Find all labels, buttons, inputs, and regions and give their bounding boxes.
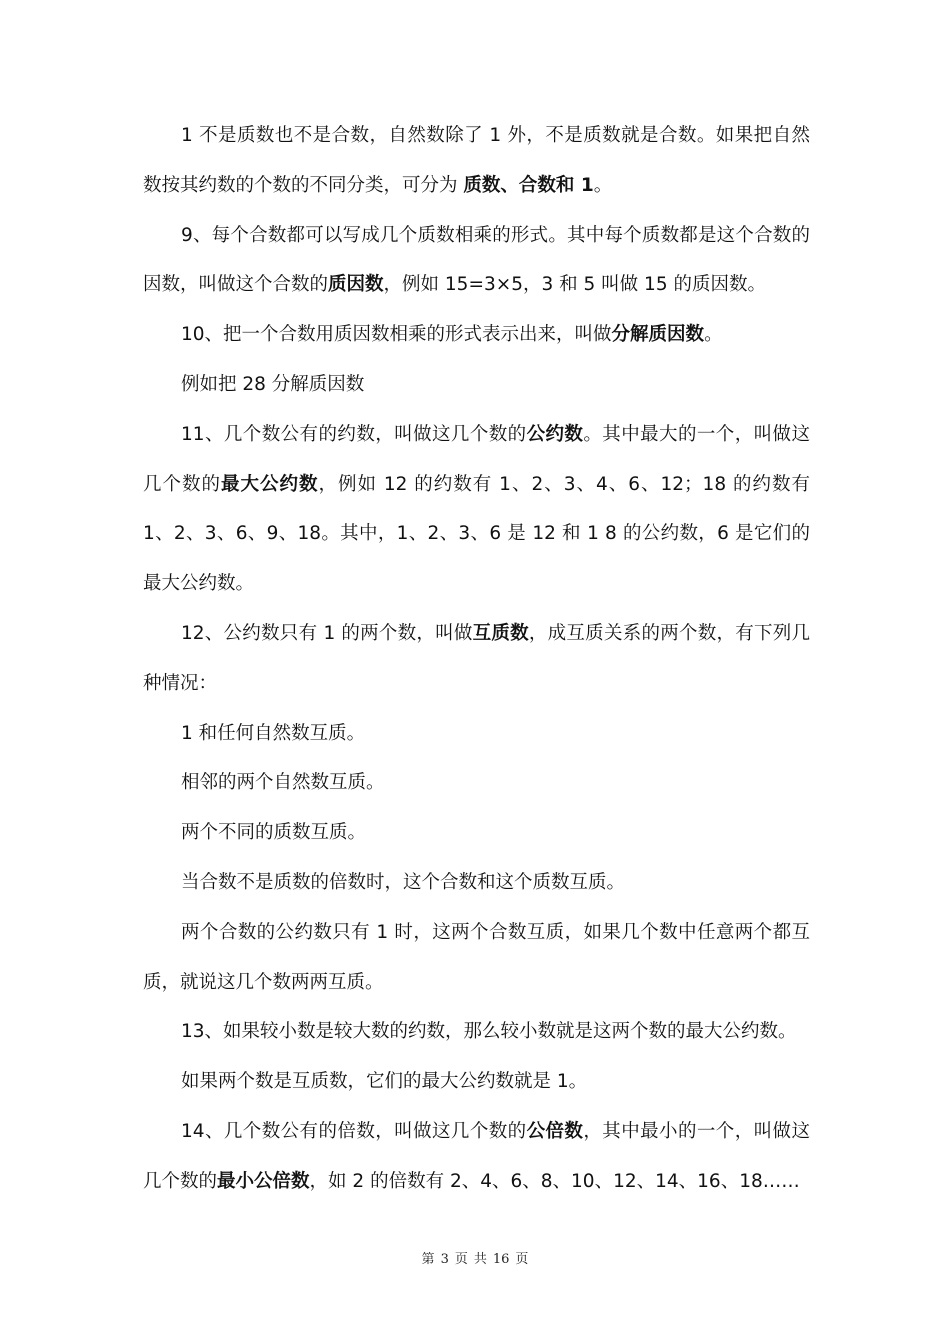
paragraph-10-example (143, 360, 810, 410)
text-run: 10、把一个合数用质因数相乘的形式表示出来，叫做 (181, 324, 612, 346)
paragraph-prime-composite-one (143, 111, 810, 211)
paragraph-12-case-3 (143, 808, 810, 858)
paragraph-12-case-5 (143, 908, 810, 1008)
current-page-number: 3 (440, 1252, 449, 1267)
footer-ye-2: 页 (515, 1252, 529, 1267)
text-run: ，成互质关系的两个数，有下列几种情况： (143, 622, 810, 694)
text-run: 12、公约数只有 1 的两个数，叫做 (181, 622, 473, 644)
text-run: ，其中最小的一个，叫做这几个数的 (143, 1120, 810, 1192)
text-run: 1 和任何自然数互质。 (181, 722, 366, 744)
bold-term: 质数、合数和 1 (463, 174, 594, 196)
text-run: 。 (704, 324, 723, 346)
paragraph-9-prime-factor (143, 211, 810, 311)
text-run: 当合数不是质数的倍数时，这个合数和这个质数互质。 (181, 871, 626, 893)
footer-di: 第 (421, 1252, 435, 1267)
text-run: ，如 2 的倍数有 2、4、6、8、10、12、14、16、18…… (309, 1170, 800, 1192)
bold-term: 公倍数 (526, 1120, 584, 1142)
footer-ye: 页 (454, 1252, 468, 1267)
text-run: 如果两个数是互质数，它们的最大公约数就是 1。 (181, 1071, 588, 1093)
text-run: ，例如 15=3×5，3 和 5 叫做 15 的质因数。 (383, 274, 766, 296)
paragraph-12-case-2 (143, 758, 810, 808)
footer-gong: 共 (473, 1252, 487, 1267)
text-run: 相邻的两个自然数互质。 (181, 772, 385, 794)
paragraph-14-common-multiple (143, 1107, 810, 1207)
text-run: 。其中最大的一个，叫做这几个数的 (143, 423, 810, 495)
text-run: 例如把 28 分解质因数 (181, 373, 365, 395)
body-text (143, 111, 810, 1207)
paragraph-13-coprime-gcd (143, 1057, 810, 1107)
bold-term: 最小公倍数 (217, 1170, 310, 1192)
text-run: 1 不是质数也不是合数，自然数除了 1 外，不是质数就是合数。如果把自然数按其约数的个数的不同分类，可分为 (143, 125, 810, 196)
bold-term: 分解质因数 (611, 324, 705, 346)
paragraph-11-common-divisor (143, 410, 810, 609)
paragraph-12-coprime (143, 609, 810, 709)
bold-term: 公约数 (526, 423, 584, 445)
bold-term: 质因数 (328, 274, 384, 296)
text-run: 。 (593, 174, 613, 196)
text-run: 13、如果较小数是较大数的约数，那么较小数就是这两个数的最大公约数。 (181, 1021, 797, 1043)
page-footer (0, 1248, 950, 1267)
bold-term: 最大公约数 (221, 473, 319, 495)
total-pages-number: 16 (492, 1252, 510, 1267)
text-run: 9、每个合数都可以写成几个质数相乘的形式。其中每个质数都是这个合数的因数，叫做这个合数的 (143, 224, 810, 296)
text-run: 两个不同的质数互质。 (181, 822, 367, 844)
text-run: 11、几个数公有的约数，叫做这几个数的 (181, 423, 527, 445)
bold-term: 互质数 (472, 622, 529, 644)
text-run: 两个合数的公约数只有 1 时，这两个合数互质，如果几个数中任意两个都互质，就说这几个数两两互质。 (143, 921, 810, 993)
text-run: 14、几个数公有的倍数，叫做这几个数的 (181, 1120, 527, 1142)
paragraph-12-case-4 (143, 858, 810, 908)
paragraph-10-factorization (143, 310, 810, 360)
paragraph-13-gcd (143, 1007, 810, 1057)
text-run: ，例如 12 的约数有 1、2、3、4、6、12；18 的约数有 1、2、3、6、9、18。其中，1、2、3、6 是 12 和 1 8 的公约数，6 是它们的最大公约数。 (143, 473, 810, 595)
paragraph-12-case-1 (143, 709, 810, 759)
